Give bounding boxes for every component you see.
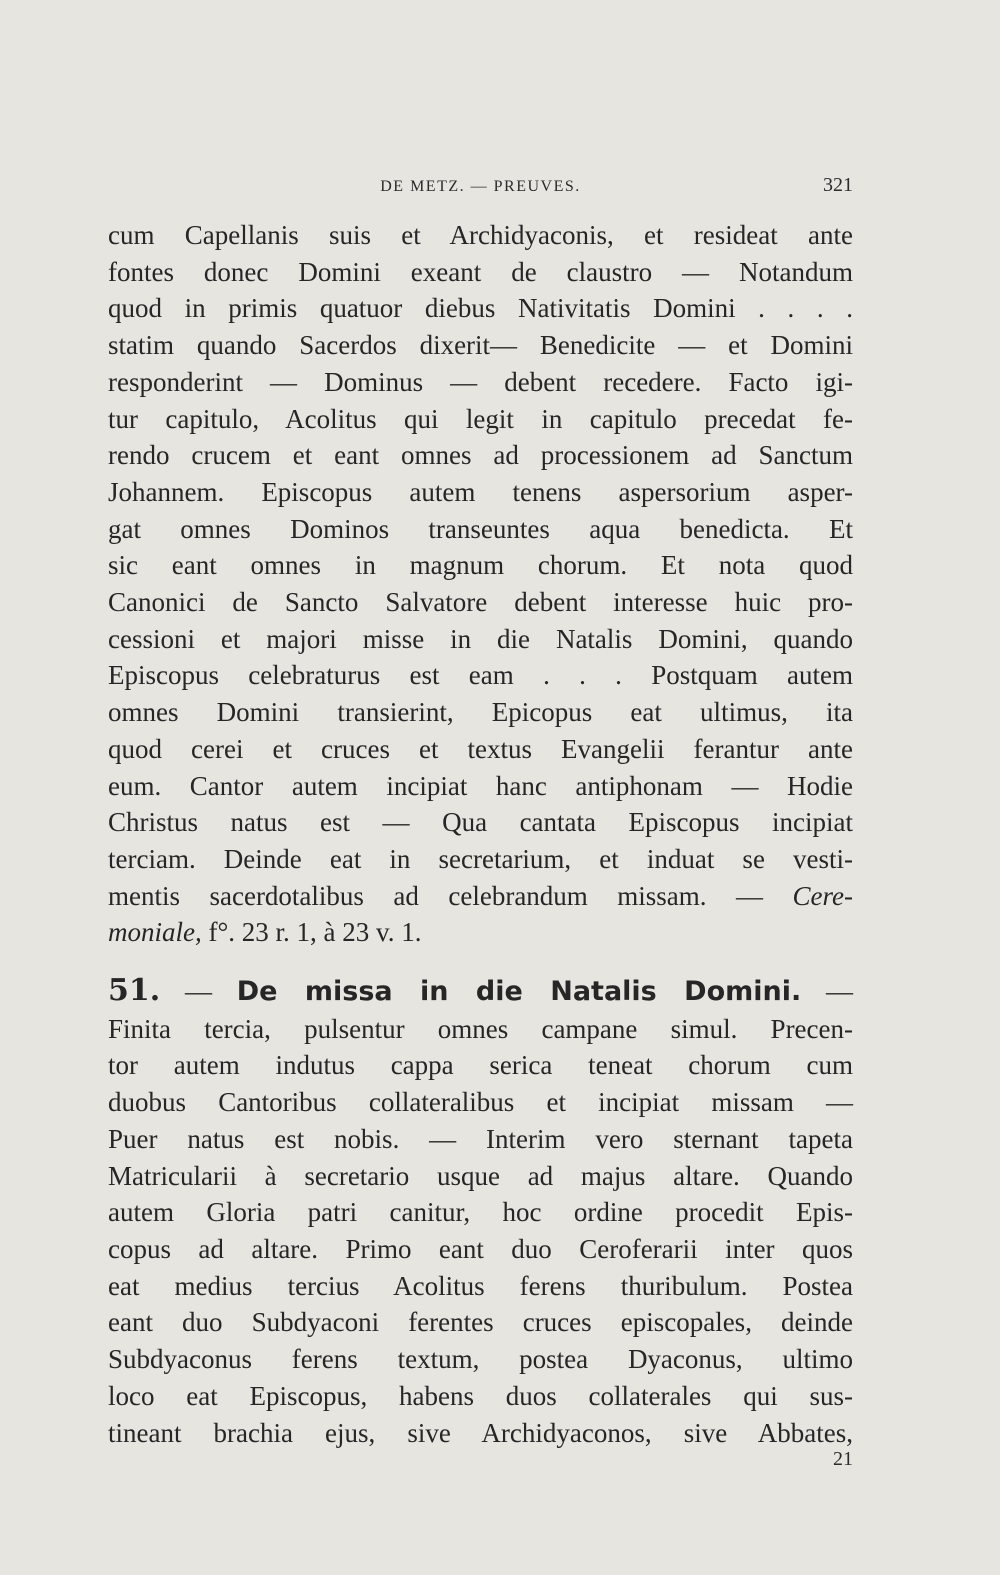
line-text: mentis sacerdotalibus ad celebrandum missam. —: [108, 880, 764, 911]
section-heading-line: [108, 973, 853, 1011]
text-line: gat omnes Dominos transeuntes aqua benedicta. Et: [108, 513, 853, 544]
printer-signature-mark: 21: [833, 1448, 853, 1470]
text-line: loco eat Episcopus, habens duos collaterales qui sus-: [108, 1380, 853, 1411]
text-line: Puer natus est nobis. — Interim vero sternant tapeta: [108, 1123, 853, 1154]
page-number: 321: [823, 174, 853, 196]
text-line: responderint — Dominus — debent recedere. Facto igi-: [108, 366, 853, 397]
text-line: tur capitulo, Acolitus qui legit in capitulo precedat fe-: [108, 403, 853, 434]
text-line: rendo crucem et eant omnes ad processionem ad Sanctum: [108, 440, 853, 471]
text-line: Johannem. Episcopus autem tenens aspersorium asper-: [108, 476, 853, 507]
text-line: [108, 878, 853, 915]
text-line: eant duo Subdyaconi ferentes cruces episcopales, deinde: [108, 1307, 853, 1338]
section-spacer: [108, 951, 853, 973]
text-line: tor autem indutus cappa serica teneat chorum cum: [108, 1050, 853, 1081]
text-line: quod in primis quatuor diebus Nativitatis Domini . . . .: [108, 293, 853, 324]
citation-line: [108, 914, 853, 951]
paragraph-continuation: [108, 217, 853, 951]
text-line: Matricularii à secretario usque ad majus altare. Quando: [108, 1160, 853, 1191]
text-line: terciam. Deinde eat in secretarium, et induat se vesti-: [108, 843, 853, 874]
text-line: fontes donec Domini exeant de claustro — Notandum: [108, 256, 853, 287]
text-line: Finita tercia, pulsentur omnes campane simul. Precen-: [108, 1013, 853, 1044]
text-line: Subdyaconus ferens textum, postea Dyaconus, ultimo: [108, 1344, 853, 1375]
text-line: eum. Cantor autem incipiat hanc antiphonam — Hodie: [108, 770, 853, 801]
citation-source-continued: moniale,: [108, 917, 202, 948]
text-line: duobus Cantoribus collateralibus et incipiat missam —: [108, 1087, 853, 1118]
citation-folio: f°. 23 r. 1, à 23 v. 1.: [208, 917, 422, 948]
text-line: eat medius tercius Acolitus ferens thuribulum. Postea: [108, 1270, 853, 1301]
text-line: omnes Domini transierint, Epicopus eat ultimus, ita: [108, 697, 853, 728]
heading-trailing-dash: —: [826, 976, 854, 1007]
text-line: cessioni et majori misse in die Natalis Domini, quando: [108, 623, 853, 654]
text-line: Episcopus celebraturus est eam . . . Postquam autem: [108, 660, 853, 691]
section-number: 51.: [108, 973, 161, 1009]
text-line: copus ad altare. Primo eant duo Ceroferarii inter quos: [108, 1233, 853, 1264]
text-line: quod cerei et cruces et textus Evangelii ferantur ante: [108, 733, 853, 764]
text-line: Canonici de Sancto Salvatore debent interesse huic pro-: [108, 587, 853, 618]
text-line: statim quando Sacerdos dixerit— Benedicite — et Domini: [108, 330, 853, 361]
body-text: [108, 217, 853, 1451]
page-header: [108, 172, 853, 202]
running-head: DE METZ. — PREUVES.: [380, 178, 581, 195]
heading-dash: —: [184, 976, 212, 1007]
text-line: sic eant omnes in magnum chorum. Et nota quod: [108, 550, 853, 581]
section-title: De missa in die Natalis Domini.: [236, 976, 802, 1008]
text-line: cum Capellanis suis et Archidyaconis, et resideat ante: [108, 220, 853, 250]
section-51: [108, 973, 853, 1451]
text-line: autem Gloria patri canitur, hoc ordine procedit Epis-: [108, 1197, 853, 1228]
text-line: tineant brachia ejus, sive Archidyaconos, sive Abbates,: [108, 1417, 853, 1448]
text-line: Christus natus est — Qua cantata Episcopus incipiat: [108, 807, 853, 838]
citation-source: Cere-: [792, 880, 853, 911]
